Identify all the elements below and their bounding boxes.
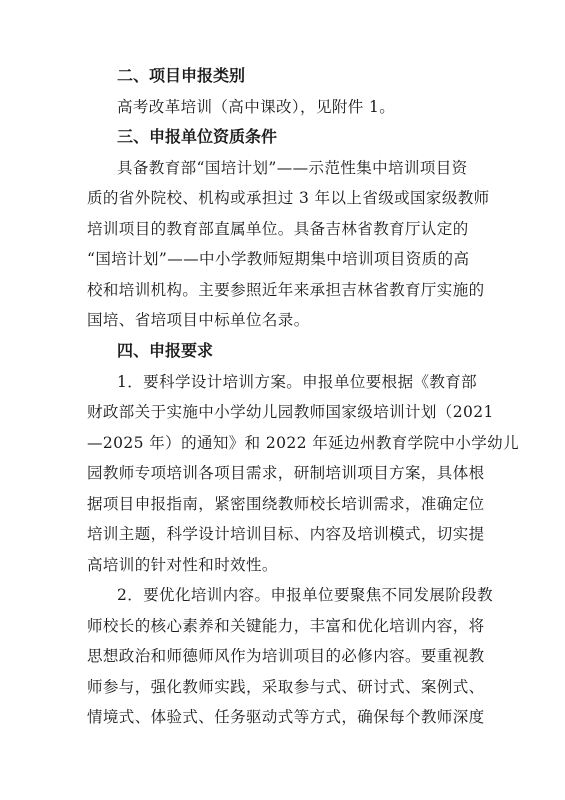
section-heading-4: 四、申报要求 [117, 341, 214, 360]
section-4-p2-line: 师参与，强化教师实践，采取参与式、研讨式、案例式、 [87, 678, 485, 696]
section-3-line: 具备教育部“国培计划”——示范性集中培训项目资 [117, 159, 468, 177]
section-4-p2-line: 2．要优化培训内容。申报单位要聚焦不同发展阶段教 [117, 586, 493, 604]
section-4-p1-line: —2025 年）的通知》和 2022 年延边州教育学院中小学幼儿 [87, 434, 519, 452]
section-heading-2: 二、项目申报类别 [117, 66, 246, 85]
section-4-p1-line: 据项目申报指南，紧密围绕教师校长培训需求，准确定位 [87, 495, 485, 513]
section-4-p1-line: 培训主题，科学设计培训目标、内容及培训模式，切实提 [87, 525, 485, 543]
section-4-p2-line: 思想政治和师德师风作为培训项目的必修内容。要重视教 [87, 647, 485, 665]
section-3-line: 国培、省培项目中标单位名录。 [87, 311, 310, 329]
section-3-line: “国培计划”——中小学教师短期集中培训项目资质的高 [87, 250, 470, 268]
section-4-p1-line: 1．要科学设计培训方案。申报单位要根据《教育部 [117, 373, 478, 391]
section-3-line: 质的省外院校、机构或承担过 3 年以上省级或国家级教师 [87, 189, 490, 207]
section-heading-3: 三、申报单位资质条件 [117, 127, 278, 146]
section-3-line: 培训项目的教育部直属单位。具备吉林省教育厅认定的 [87, 220, 469, 238]
section-2-line: 高考改革培训（高中课改），见附件 1。 [117, 98, 396, 116]
section-4-p1-line: 园教师专项培训各项目需求，研制培训项目方案，具体根 [87, 464, 485, 482]
section-4-p2-line: 师校长的核心素养和关键能力，丰富和优化培训内容，将 [87, 617, 485, 635]
section-4-p1-line: 财政部关于实施中小学幼儿园教师国家级培训计划（2021 [87, 403, 494, 421]
section-4-p2-line: 情境式、体验式、任务驱动式等方式，确保每个教师深度 [87, 708, 485, 726]
section-3-line: 校和培训机构。主要参照近年来承担吉林省教育厅实施的 [87, 281, 485, 299]
section-4-p1-line: 高培训的针对性和时效性。 [87, 556, 278, 574]
